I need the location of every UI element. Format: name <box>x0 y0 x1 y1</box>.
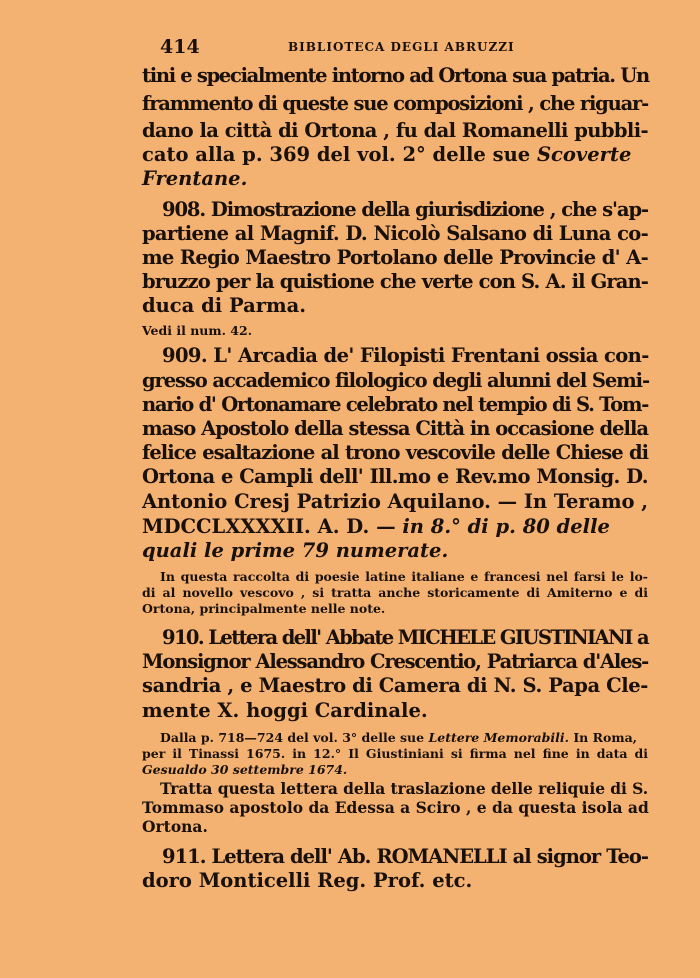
italic-title: Scoverte <box>536 143 632 166</box>
text-line: maso Apostolo della stessa Città in occasione della <box>142 417 648 440</box>
note-line: di al novello vescovo , si tratta anche storicamente di Amiterno e di <box>142 585 648 600</box>
note-line: Ortona, principalmente nelle note. <box>142 601 386 616</box>
italic-span: in 8.° di p. 80 delle <box>402 515 610 538</box>
text-line: Antonio Cresj Patrizio Aquilano. — In Teramo , <box>142 490 648 513</box>
italic-title: Lettere Memorabili. <box>428 730 569 745</box>
page-header <box>160 36 560 58</box>
text-line: tini e specialmente intorno ad Ortona sua patria. Un <box>142 64 649 87</box>
text-line: frammento di queste sue composizioni , che riguar- <box>142 92 648 115</box>
text-line: felice esaltazione al trono vescovile delle Chiese di <box>142 441 648 464</box>
text-span: cato alla p. 369 del vol. 2° delle sue <box>142 143 531 166</box>
page-number: 414 <box>160 36 200 58</box>
note-line <box>142 730 648 746</box>
entry-911-line: 911. Lettera dell' Ab. ROMANELLI al signor Teo- <box>162 845 648 868</box>
text-line: gresso accademico filologico degli alunni del Semi- <box>142 369 649 392</box>
italic-title: Frentane. <box>142 167 248 190</box>
italic-span: Gesualdo 30 settembre 1674. <box>142 762 348 777</box>
text-line: Monsignor Alessandro Crescentio, Patriarca d'Ales- <box>142 650 648 673</box>
note-line: Tommaso apostolo da Edessa a Sciro , e da questa isola ad <box>142 798 649 817</box>
text-span: In Roma, <box>573 730 638 745</box>
text-line: duca di Parma. <box>142 294 307 317</box>
text-line: mente X. hoggi Cardinale. <box>142 699 428 722</box>
text-line: partiene al Magnif. D. Nicolò Salsano di Luna co- <box>142 222 648 245</box>
text-span: MDCCLXXXXII. A. D. — <box>142 515 396 538</box>
note-line: Tratta questa lettera della traslazione delle reliquie di S. <box>160 779 648 798</box>
text-line: me Regio Maestro Portolano delle Provincie d' A- <box>142 246 648 269</box>
note-line: In questa raccolta di poesie latine italiane e francesi nel farsi le lo- <box>160 569 648 584</box>
entry-910-line: 910. Lettera dell' Abbate MICHELE GIUSTINIANI a <box>162 626 648 649</box>
text-line <box>142 515 648 539</box>
note-line: per il Tinassi 1675. in 12.° Il Giustiniani si firma nel fine in data di <box>142 746 648 761</box>
text-line <box>142 539 648 563</box>
text-line <box>142 143 648 167</box>
text-line: sandria , e Maestro di Camera di N. S. Papa Cle- <box>142 674 648 697</box>
text-line: nario d' Ortonamare celebrato nel tempio di S. Tom- <box>142 393 648 416</box>
note-line: Ortona. <box>142 817 208 836</box>
entry-908-line: 908. Dimostrazione della giurisdizione , che s'ap- <box>162 198 648 221</box>
text-line: dano la città di Ortona , fu dal Romanelli pubbli- <box>142 119 648 142</box>
entry-909-line: 909. L' Arcadia de' Filopisti Frentani ossia con- <box>162 344 649 367</box>
text-line <box>142 167 648 191</box>
text-line: bruzzo per la quistione che verte con S. A. il Gran- <box>142 270 648 293</box>
text-line: doro Monticelli Reg. Prof. etc. <box>142 869 473 892</box>
note-line: Vedi il num. 42. <box>142 323 253 338</box>
text-span: Dalla p. 718—724 del vol. 3° delle sue <box>160 730 425 745</box>
running-title: BIBLIOTECA DEGLI ABRUZZI <box>288 40 515 54</box>
italic-span: quali le prime 79 numerate. <box>142 539 449 562</box>
text-line: Ortona e Campli dell' Ill.mo e Rev.mo Monsig. D. <box>142 465 648 488</box>
note-line <box>142 762 648 778</box>
